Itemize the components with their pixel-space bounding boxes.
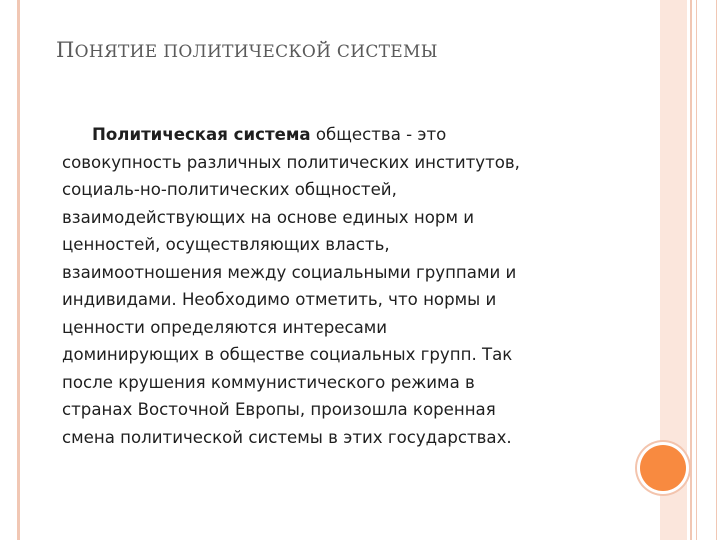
right-frame-edge: [716, 0, 717, 540]
body-line-11: странах Восточной Европы, произошла коренная: [62, 400, 496, 419]
right-frame-line-thin: [696, 0, 697, 540]
body-line-1: [62, 121, 622, 149]
body-paragraph: [62, 121, 622, 451]
body-line-5: ценностей, осуществляющих власть,: [62, 235, 390, 254]
body-line-12: смена политической системы в этих государствах.: [62, 427, 512, 447]
body-line-text: общества - это: [310, 125, 447, 144]
body-bold-term: Политическая система: [92, 125, 311, 144]
right-frame-line: [690, 0, 692, 540]
title-rest: ОНЯТИЕ ПОЛИТИЧЕСКОЙ СИСТЕМЫ: [74, 42, 438, 62]
title-first-letter: П: [56, 38, 75, 62]
body-line-7: индивидами. Необходимо отметить, что нормы и: [62, 290, 497, 309]
body-line-2: совокупность различных политических институтов,: [62, 152, 520, 172]
body-line-10: после крушения коммунистического режима в: [62, 372, 475, 392]
body-line-3: социаль-но-политических общностей,: [62, 180, 397, 199]
body-line-9: доминирующих в обществе социальных групп. Так: [62, 345, 513, 364]
body-line-8: ценности определяются интересами: [62, 317, 388, 337]
slide-title: [56, 38, 646, 62]
body-line-4: взаимодействующих на основе единых норм и: [62, 207, 475, 227]
body-line-6: взаимоотношения между социальными группами и: [62, 262, 517, 282]
orange-circle-icon: [640, 445, 686, 491]
left-frame-line: [17, 0, 20, 540]
